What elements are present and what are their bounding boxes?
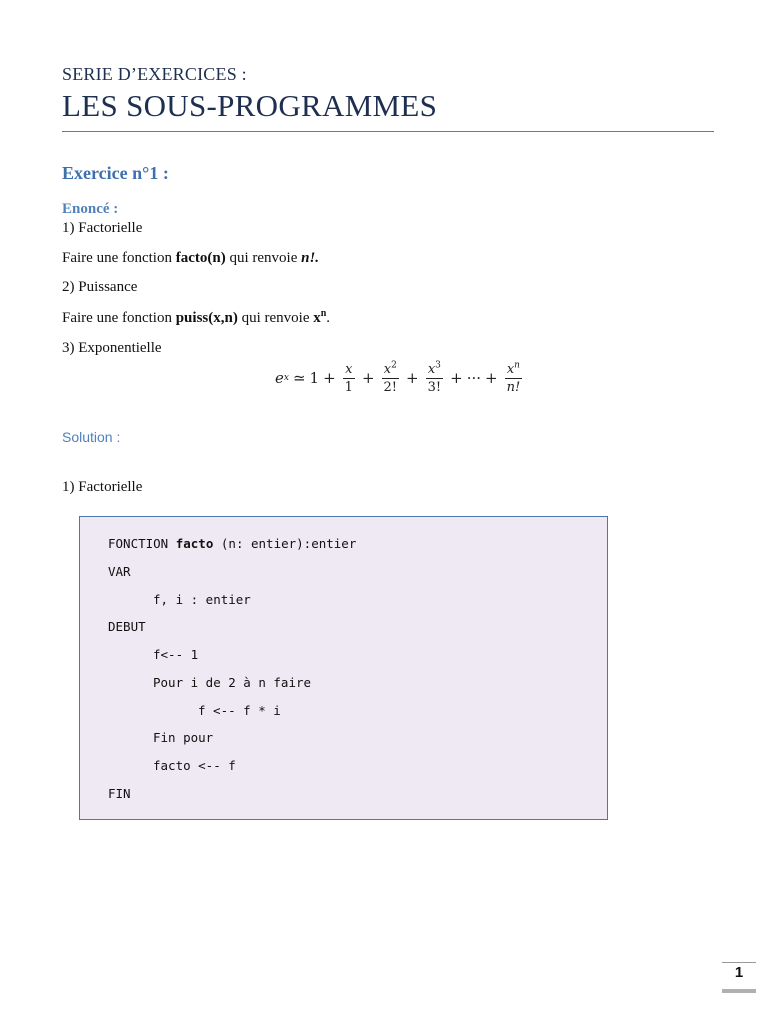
code-block	[79, 516, 608, 820]
formula-ellipsis: ···	[466, 369, 481, 387]
facto-text-mid: qui renvoie	[225, 250, 302, 266]
term-2-denominator: 2!	[383, 379, 398, 395]
facto-instruction	[62, 250, 319, 267]
formula-term-1	[343, 361, 355, 396]
item-exponentielle: 3) Exponentielle	[62, 340, 162, 356]
exponential-formula: e x ≃ 1 + $\frac{x}{1}$ + $\frac{x^2}{2!}$ + $\frac{x^3}{3!}$ + ··· + $\frac{x^n}{n!}$	[275, 360, 521, 395]
term-n-exponent: n	[514, 360, 520, 371]
formula-term-2	[382, 361, 400, 396]
puiss-result-exponent: n	[320, 308, 327, 319]
code-line-3: f, i : entier	[153, 592, 251, 607]
term-2-exponent: 2	[391, 360, 397, 371]
code-line-4: DEBUT	[108, 619, 146, 634]
puiss-text-mid: qui renvoie	[237, 310, 314, 326]
code-signature: (n: entier):entier	[213, 536, 357, 551]
puiss-text-end: .	[326, 310, 331, 326]
term-3-exponent: 3	[435, 360, 441, 371]
formula-lhs-base: e	[275, 369, 284, 387]
term-3-denominator: 3!	[427, 379, 442, 395]
puiss-result-base: x	[313, 310, 321, 326]
code-line-10: FIN	[108, 786, 131, 801]
formula-plus-4: +	[450, 369, 463, 387]
document-subtitle: SERIE D’EXERCICES :	[62, 64, 247, 84]
formula-plus-5: +	[485, 369, 498, 387]
facto-text-pre: Faire une fonction	[62, 250, 176, 266]
puiss-text-pre: Faire une fonction	[62, 310, 176, 326]
formula-term-n	[505, 361, 523, 396]
puiss-instruction	[62, 310, 330, 327]
enonce-label: Enoncé :	[62, 201, 119, 217]
code-line-6: Pour i de 2 à n faire	[153, 675, 312, 690]
exercise-heading: Exercice n°1 :	[62, 163, 169, 183]
document-title: LES SOUS-PROGRAMMES	[62, 88, 438, 123]
page-number-bar	[722, 989, 756, 993]
solution-item-factorielle: 1) Factorielle	[62, 479, 143, 495]
code-line-9: facto <-- f	[153, 758, 236, 773]
formula-approx-sign: ≃	[292, 369, 306, 387]
facto-result: n!.	[301, 250, 320, 266]
formula-plus-3: +	[406, 369, 419, 387]
term-2-numerator: x	[383, 361, 392, 377]
code-line-8: Fin pour	[153, 730, 214, 745]
formula-one: 1	[309, 369, 320, 387]
puiss-function-name: puiss(x,n)	[175, 310, 238, 326]
facto-function-name: facto(n)	[175, 250, 226, 266]
item-factorielle: 1) Factorielle	[62, 220, 143, 236]
term-n-denominator: n!	[506, 379, 521, 395]
term-3-numerator: x	[427, 361, 436, 377]
code-line-2: VAR	[108, 564, 131, 579]
term-1-denominator: 1	[344, 379, 353, 395]
item-puissance: 2) Puissance	[62, 279, 138, 295]
term-n-numerator: x	[506, 361, 515, 377]
code-line-1	[108, 536, 356, 551]
code-line-7: f <-- f * i	[198, 703, 281, 718]
page-number-rule	[722, 962, 756, 963]
code-function-name: facto	[175, 536, 214, 551]
formula-plus-2: +	[361, 369, 375, 387]
code-keyword-fonction: FONCTION	[108, 536, 176, 551]
title-divider	[62, 131, 714, 132]
page-number: 1	[734, 964, 744, 981]
term-1-numerator: x	[345, 361, 353, 377]
formula-term-3	[426, 361, 444, 396]
formula-plus-1: +	[323, 369, 336, 387]
code-line-5: f<-- 1	[153, 647, 199, 662]
solution-label: Solution :	[62, 429, 121, 445]
